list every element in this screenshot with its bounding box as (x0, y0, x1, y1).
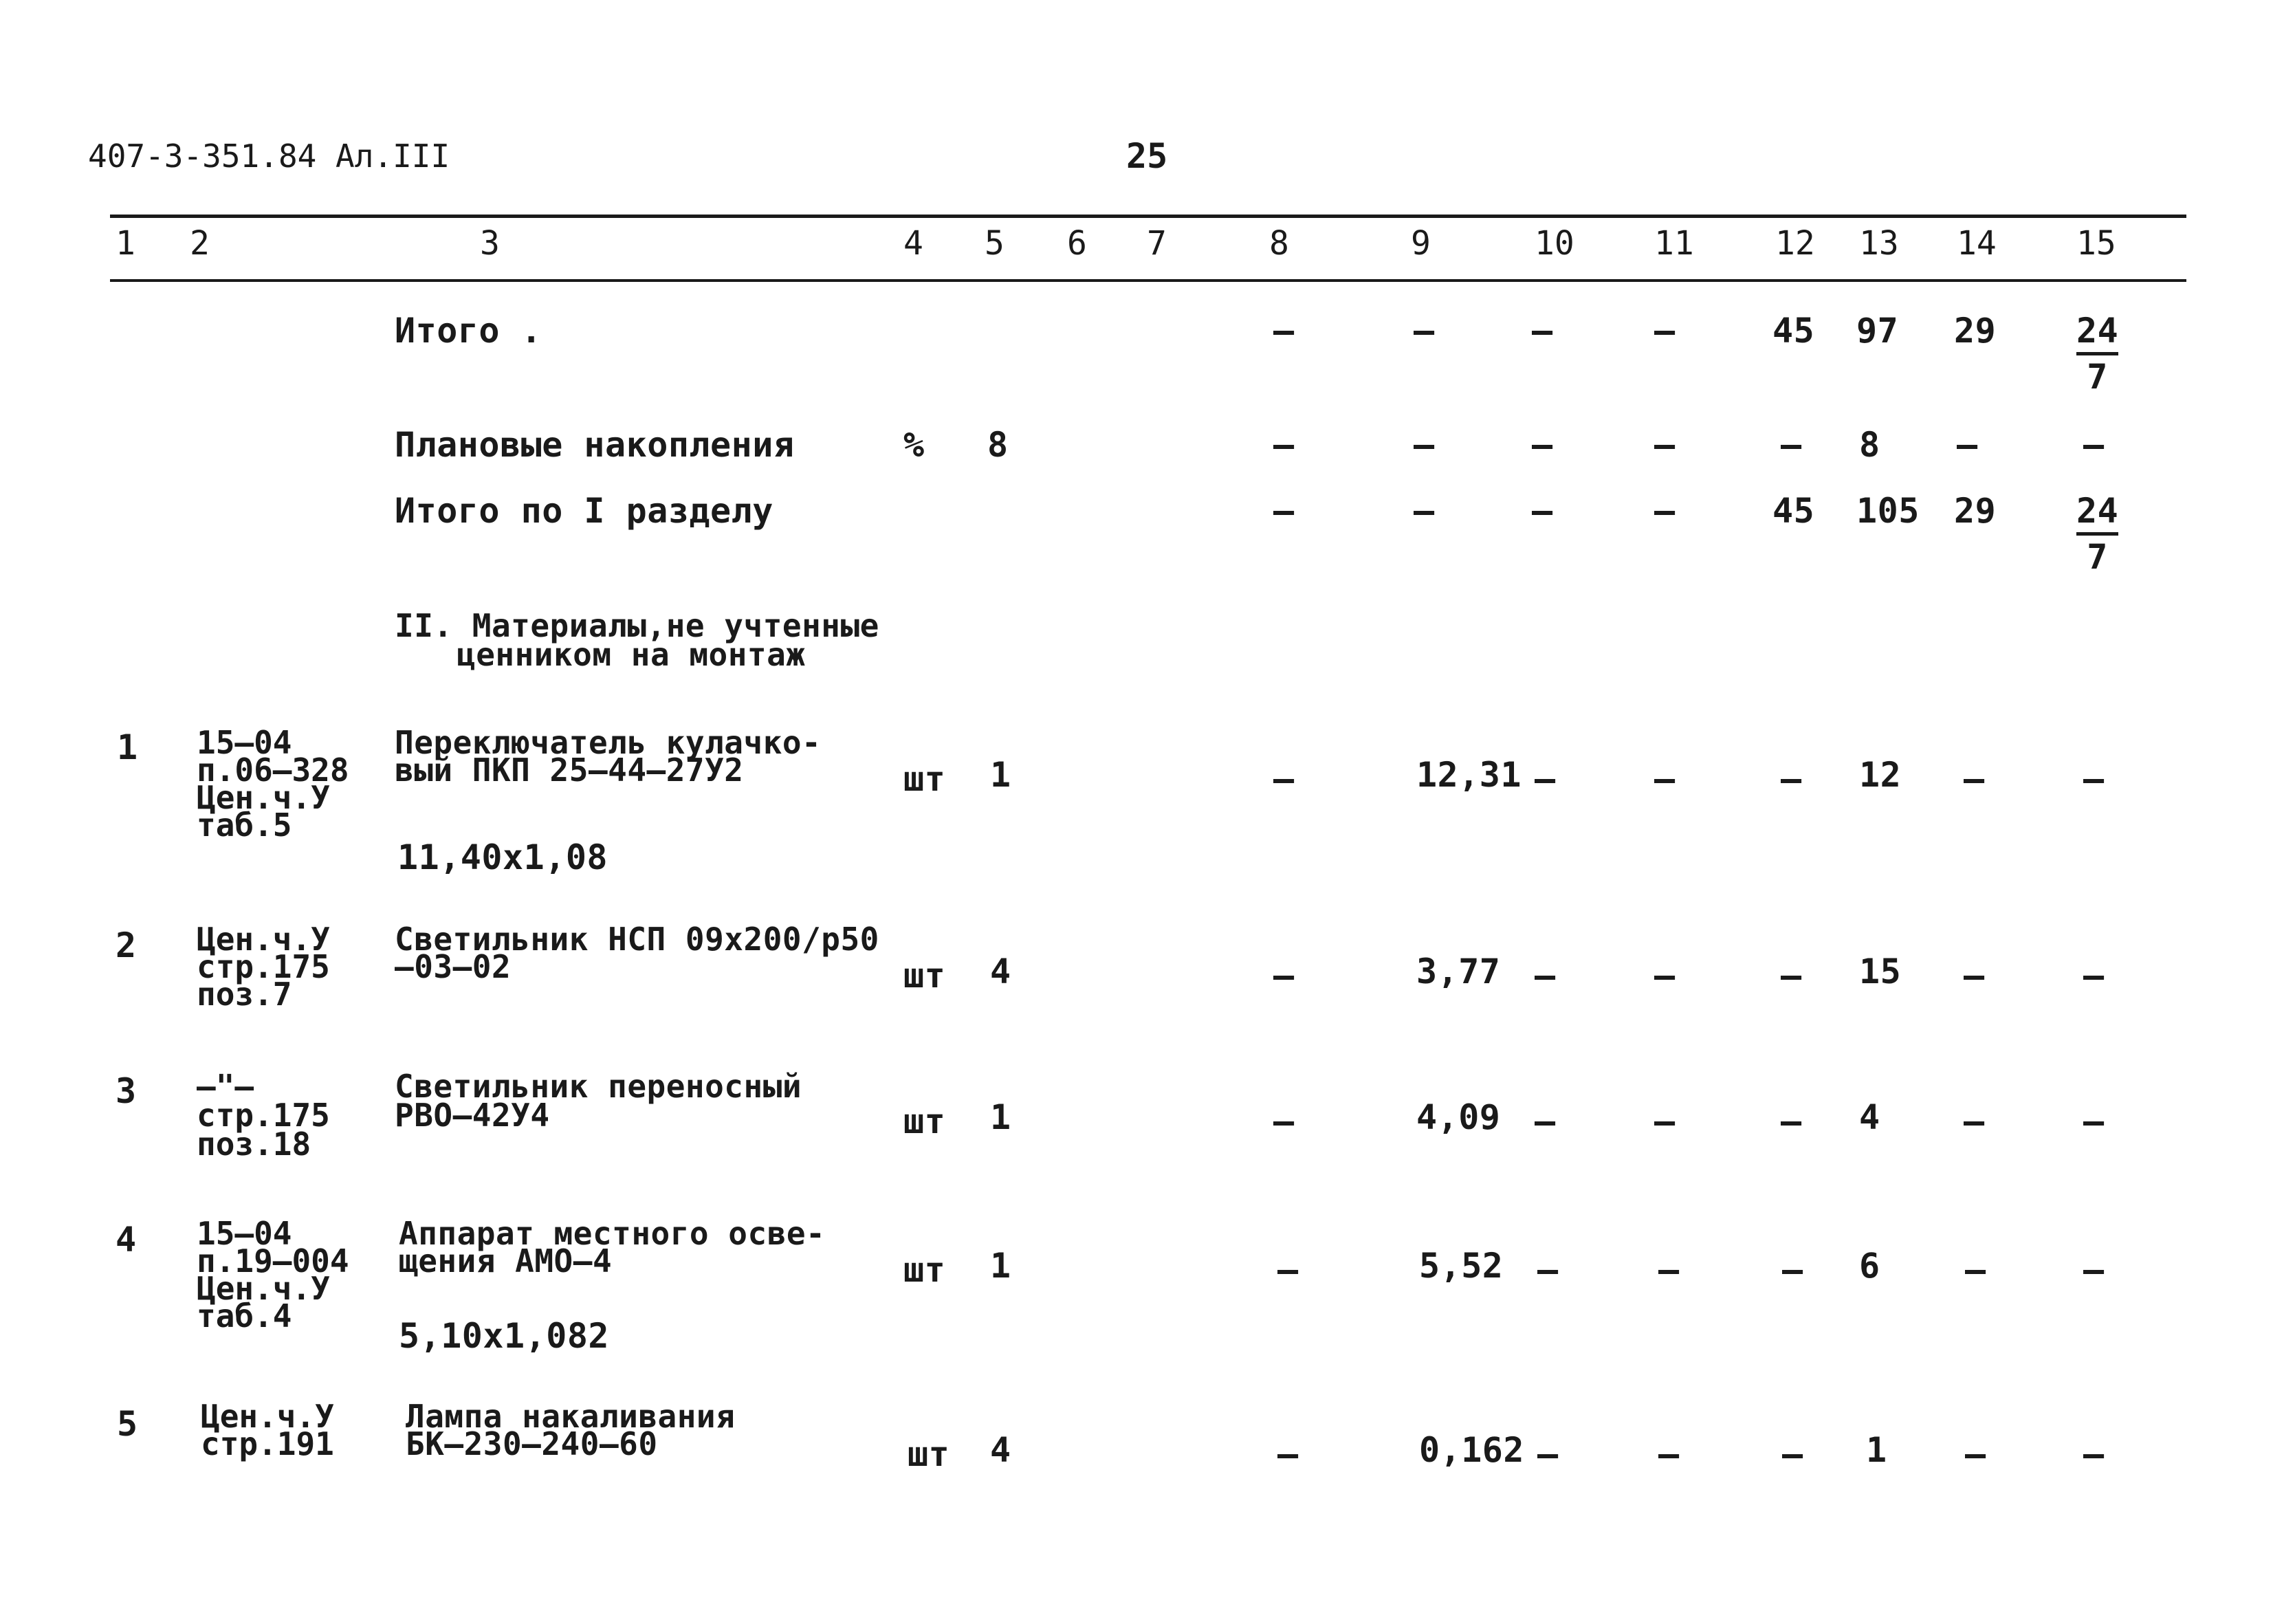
cell-col11: – (1654, 311, 1676, 351)
cell-col9: 0,162 (1419, 1430, 1525, 1470)
cell-col10: – (1532, 425, 1553, 465)
price-reference-line: стр.175 (197, 1097, 330, 1134)
item-number: 1 (117, 727, 138, 767)
cell-col12: – (1782, 1250, 1803, 1290)
price-reference-line: Цен.ч.У (201, 1398, 334, 1435)
table-header-rule (110, 279, 2186, 282)
item-name-line: щения АМО–4 (399, 1242, 613, 1280)
column-number: 5 (985, 224, 1004, 263)
price-reference-line: стр.175 (197, 948, 330, 985)
cell-col8: – (1273, 311, 1295, 351)
item-name-line: –03–02 (395, 948, 512, 985)
column-number: 15 (2076, 224, 2116, 263)
table-top-rule (110, 215, 2186, 218)
cell-unit: % (903, 425, 925, 465)
cell-col15-fraction (2076, 311, 2118, 397)
row-name: Плановые накопления (395, 425, 795, 465)
price-reference-line: таб.4 (197, 1297, 292, 1335)
cell-col14: 29 (1954, 311, 1997, 351)
cell-col10: – (1535, 759, 1556, 799)
cell-col11: – (1654, 425, 1676, 465)
cell-col12: – (1782, 1434, 1803, 1474)
item-number: 5 (117, 1404, 138, 1444)
price-reference-line: 15–04 (197, 1215, 292, 1252)
price-reference-line: стр.191 (201, 1425, 334, 1462)
column-number: 14 (1957, 224, 1997, 263)
cell-col13: 105 (1856, 491, 1920, 531)
column-number: 13 (1859, 224, 1899, 263)
cell-col8: – (1273, 956, 1295, 996)
column-number: 6 (1067, 224, 1087, 263)
cell-col11: – (1658, 1250, 1680, 1290)
cell-col9: 4,09 (1416, 1097, 1501, 1137)
cell-col15: – (2083, 759, 2105, 799)
cell-col9: 12,31 (1416, 755, 1522, 795)
cell-unit: шт (908, 1434, 950, 1474)
cell-col12: – (1781, 425, 1802, 465)
cell-qty: 8 (987, 425, 1009, 465)
item-calculation: 11,40x1,08 (397, 837, 608, 877)
column-number: 11 (1654, 224, 1694, 263)
price-reference-line: Цен.ч.У (197, 1270, 330, 1307)
cell-col15-fraction (2076, 491, 2118, 577)
section-title-line: ценником на монтаж (457, 636, 806, 673)
item-name-line: вый ПКП 25–44–27У2 (395, 751, 744, 789)
section-title-line: II. Материалы,не учтенные (395, 607, 879, 644)
cell-col13: 4 (1859, 1097, 1880, 1137)
cell-col9: 3,77 (1416, 952, 1501, 991)
cell-col8: – (1273, 759, 1295, 799)
cell-col10: – (1535, 1101, 1556, 1141)
item-name-line: Лампа накаливания (406, 1398, 736, 1435)
cell-col15: – (2083, 425, 2105, 465)
page-number: 25 (1126, 136, 1168, 176)
column-number: 8 (1269, 224, 1289, 263)
cell-col12: 45 (1772, 491, 1815, 531)
document-code: 407-3-351.84 Ал.III (88, 138, 450, 175)
cell-col14: – (1964, 956, 1985, 996)
price-reference-line: Цен.ч.У (197, 779, 330, 816)
cell-col9: – (1414, 425, 1435, 465)
price-reference-line: поз.18 (197, 1126, 311, 1163)
cell-unit: шт (903, 956, 946, 996)
cell-col14: – (1964, 1101, 1985, 1141)
cell-col9: – (1414, 491, 1435, 531)
column-number: 9 (1411, 224, 1431, 263)
fraction-denominator: 7 (2087, 537, 2108, 577)
cell-col8: – (1273, 425, 1295, 465)
cell-col11: – (1654, 1101, 1676, 1141)
fraction-numerator: 24 (2076, 491, 2118, 536)
cell-col13: 12 (1859, 755, 1902, 795)
cell-qty: 1 (990, 755, 1011, 795)
cell-col10: – (1537, 1434, 1559, 1474)
price-reference-line: –"– (197, 1068, 254, 1105)
cell-col10: – (1537, 1250, 1559, 1290)
cell-col13: 97 (1856, 311, 1899, 351)
price-reference-line: п.06–328 (197, 751, 349, 789)
cell-col12: – (1781, 956, 1802, 996)
cell-col8: – (1273, 1101, 1295, 1141)
cell-col14: 29 (1954, 491, 1997, 531)
cell-qty: 4 (990, 1430, 1011, 1470)
row-name: Итого . (395, 311, 542, 351)
row-name: Итого по I разделу (395, 491, 773, 531)
price-reference-line: п.19–004 (197, 1242, 349, 1280)
column-number: 1 (116, 224, 135, 263)
cell-col15: – (2083, 1250, 2105, 1290)
cell-col8: – (1277, 1250, 1299, 1290)
column-number: 2 (190, 224, 210, 263)
column-number: 7 (1147, 224, 1167, 263)
cell-col11: – (1654, 491, 1676, 531)
column-number: 12 (1775, 224, 1815, 263)
cell-unit: шт (903, 759, 946, 799)
cell-qty: 1 (990, 1246, 1011, 1286)
item-name-line: Аппарат местного осве- (399, 1215, 826, 1252)
cell-col11: – (1654, 759, 1676, 799)
item-number: 2 (116, 925, 137, 965)
cell-col14: – (1957, 425, 1978, 465)
item-name-line: Переключатель кулачко- (395, 724, 822, 761)
cell-col13: 15 (1859, 952, 1902, 991)
cell-col10: – (1535, 956, 1556, 996)
cell-col11: – (1654, 956, 1676, 996)
cell-col8: – (1273, 491, 1295, 531)
cell-col13: 6 (1859, 1246, 1880, 1286)
item-name-line: БК–230–240–60 (406, 1425, 658, 1462)
price-reference-line: таб.5 (197, 806, 292, 844)
cell-col9: – (1414, 311, 1435, 351)
item-number: 3 (116, 1071, 137, 1111)
price-reference-line: 15–04 (197, 724, 292, 761)
cell-col11: – (1658, 1434, 1680, 1474)
cell-col12: 45 (1772, 311, 1815, 351)
cell-unit: шт (903, 1101, 946, 1141)
cell-col15: – (2083, 956, 2105, 996)
cell-col12: – (1781, 759, 1802, 799)
cell-col15: – (2083, 1101, 2105, 1141)
cell-qty: 1 (990, 1097, 1011, 1137)
item-name-line: РВО–42У4 (395, 1097, 550, 1134)
cell-col10: – (1532, 311, 1553, 351)
cell-col13: 1 (1866, 1430, 1887, 1470)
item-number: 4 (116, 1220, 137, 1260)
cell-col8: – (1277, 1434, 1299, 1474)
cell-col9: 5,52 (1419, 1246, 1504, 1286)
cell-col14: – (1965, 1250, 1986, 1290)
price-reference-line: Цен.ч.У (197, 921, 330, 958)
item-calculation: 5,10x1,082 (399, 1316, 610, 1356)
cell-col15: – (2083, 1434, 2105, 1474)
cell-col13: 8 (1859, 425, 1880, 465)
item-name-line: Светильник НСП 09x200/р50 (395, 921, 879, 958)
fraction-denominator: 7 (2087, 357, 2108, 397)
cell-col12: – (1781, 1101, 1802, 1141)
cell-col14: – (1964, 759, 1985, 799)
fraction-numerator: 24 (2076, 311, 2118, 355)
column-number: 10 (1535, 224, 1574, 263)
column-number: 3 (480, 224, 500, 263)
cell-unit: шт (903, 1250, 946, 1290)
cell-col14: – (1965, 1434, 1986, 1474)
cell-qty: 4 (990, 952, 1011, 991)
price-reference-line: поз.7 (197, 976, 292, 1013)
cell-col10: – (1532, 491, 1553, 531)
item-name-line: Светильник переносный (395, 1068, 802, 1105)
column-number: 4 (903, 224, 923, 263)
